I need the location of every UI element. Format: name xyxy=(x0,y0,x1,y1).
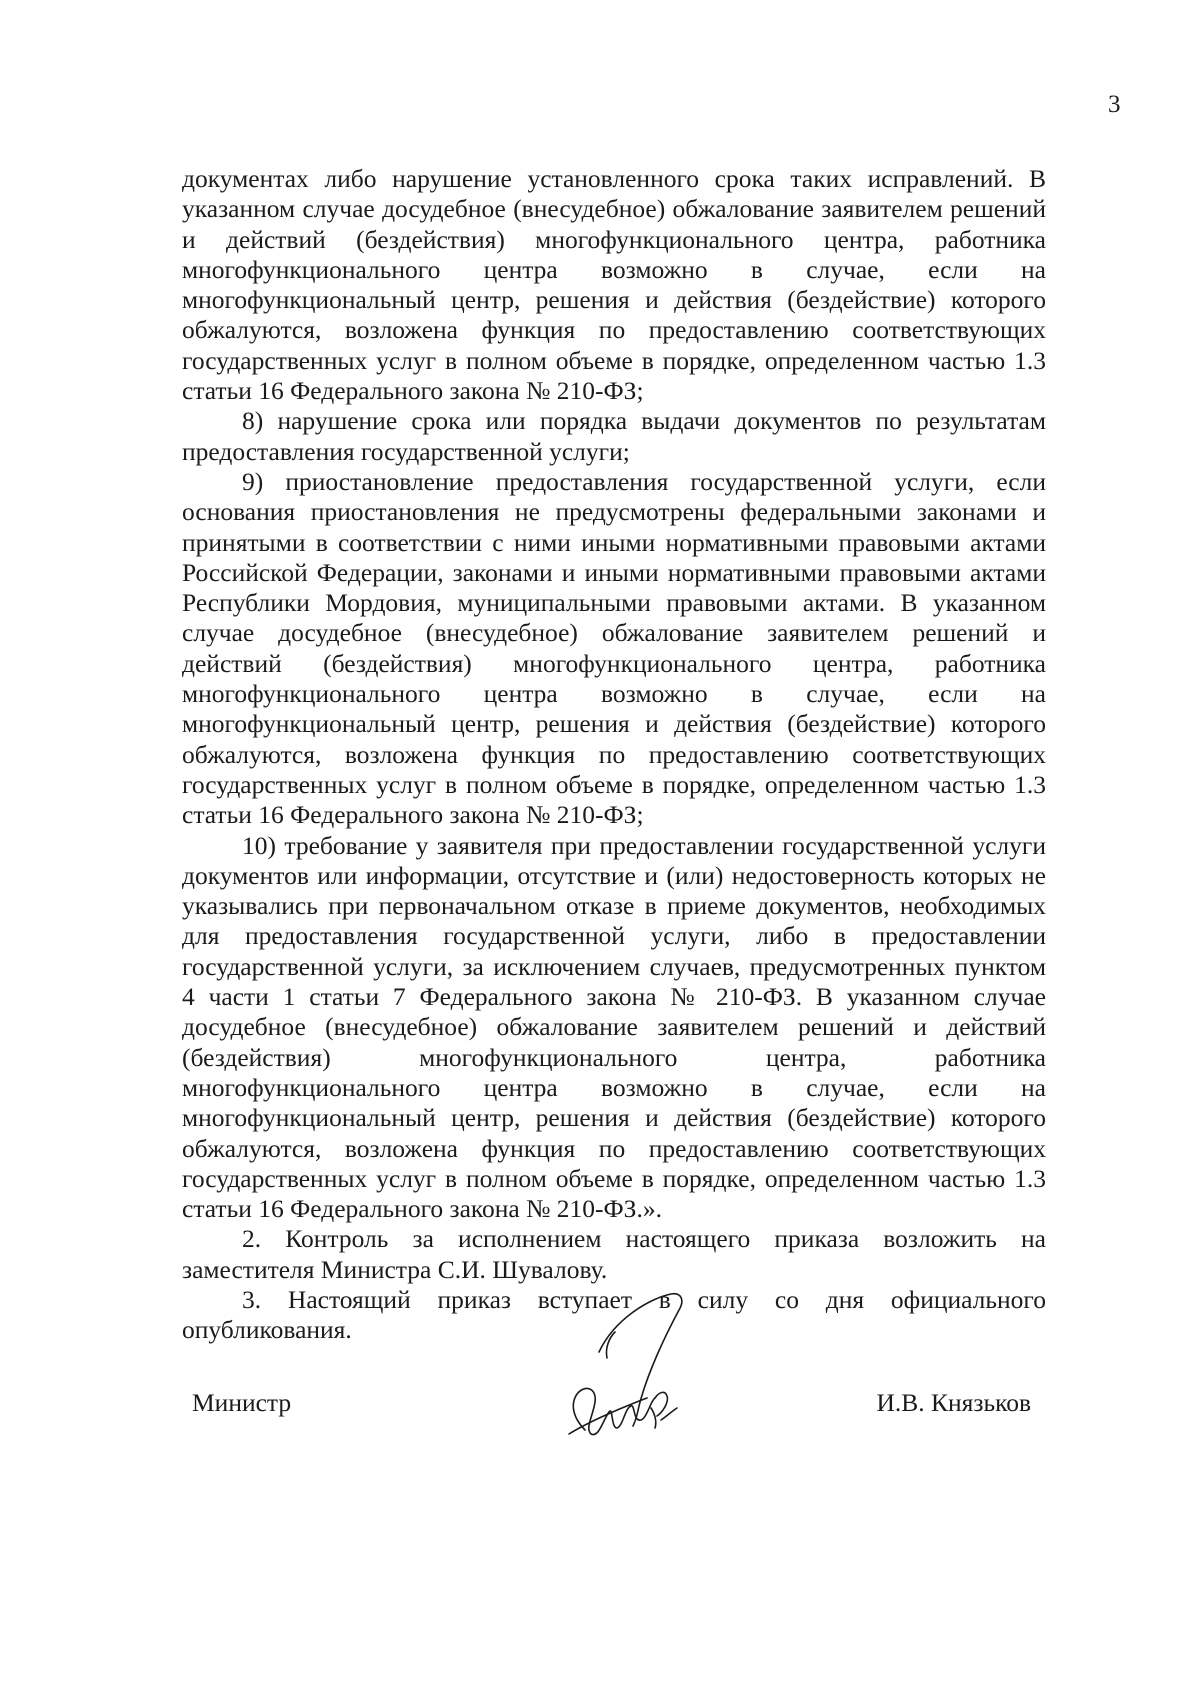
document-body xyxy=(182,164,1046,1346)
page-number: 3 xyxy=(1108,91,1121,118)
signer-title: Министр xyxy=(192,1388,292,1417)
paragraph-item-10: 10) требование у заявителя при предоставлении государственной услуги документов или информации, отсутствие и (или) недостоверность которых не указывались при первоначальном отказе в приеме документов, необходимых для предоставления государственной услуги, либо в предоставлении государственной услуги, за исключением случаев, предусмотренных пунктом 4 части 1 статьи 7 Федерального закона № 210-ФЗ. В указанном случае досудебное (внесудебное) обжалование заявителем решений и действий (бездействия) многофункционального центра, работника многофункционального центра возможно в случае, если на многофункциональный центр, решения и действия (бездействие) которого обжалуются, возложена функция по предоставлению соответствующих государственных услуг в полном объеме в порядке, определенном частью 1.3 статьи 16 Федерального закона № 210-ФЗ.». xyxy=(182,830,1046,1224)
paragraph-item-9: 9) приостановление предоставления государственной услуги, если основания приостановления не предусмотрены федеральными законами и принятыми в соответствии с ними иными нормативными правовыми актами Российской Федерации, законами и иными нормативными правовыми актами Республики Мордовия, муниципальными правовыми актами. В указанном случае досудебное (внесудебное) обжалование заявителем решений и действий (бездействия) многофункционального центра, работника многофункционального центра возможно в случае, если на многофункциональный центр, решения и действия (бездействие) которого обжалуются, возложена функция по предоставлению соответствующих государственных услуг в полном объеме в порядке, определенном частью 1.3 статьи 16 Федерального закона № 210-ФЗ; xyxy=(182,466,1046,830)
paragraph-clause-3: 3. Настоящий приказ вступает в силу со дня официального опубликования. xyxy=(182,1284,1046,1345)
paragraph-continuation: документах либо нарушение установленного срока таких исправлений. В указанном случае досудебное (внесудебное) обжалование заявителем решений и действий (бездействия) многофункционального центра, работника многофункционального центра возможно в случае, если на многофункциональный центр, решения и действия (бездействие) которого обжалуются, возложена функция по предоставлению соответствующих государственных услуг в полном объеме в порядке, определенном частью 1.3 статьи 16 Федерального закона № 210-ФЗ; xyxy=(182,164,1046,406)
paragraph-item-8: 8) нарушение срока или порядка выдачи документов по результатам предоставления государственной услуги; xyxy=(182,406,1046,466)
signer-name: И.В. Князьков xyxy=(876,1388,1031,1417)
handwritten-signature xyxy=(555,1288,725,1448)
paragraph-clause-2: 2. Контроль за исполнением настоящего приказа возложить на заместителя Министра С.И. Шувалову. xyxy=(182,1224,1046,1284)
